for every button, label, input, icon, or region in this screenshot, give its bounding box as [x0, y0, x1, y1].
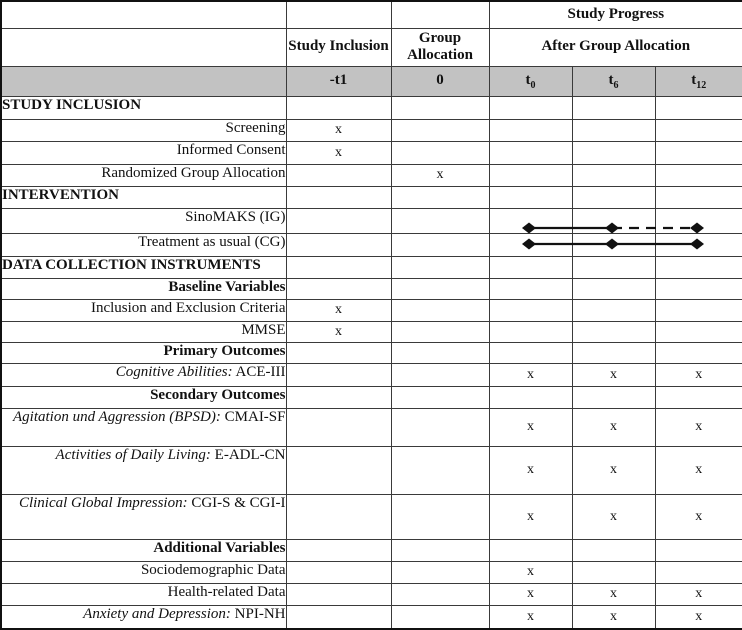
blank-cell	[1, 28, 286, 66]
schedule-empty-cell	[489, 386, 572, 408]
schedule-mark-cell: x	[489, 494, 572, 539]
row-label: Secondary Outcomes	[1, 386, 286, 408]
row-label: Additional Variables	[1, 539, 286, 561]
schedule-mark-cell: x	[572, 446, 655, 494]
schedule-empty-cell	[391, 208, 489, 233]
schedule-mark-cell: x	[572, 363, 655, 386]
schedule-empty-cell	[655, 342, 742, 363]
header-row-timepoints	[1, 66, 742, 96]
timepoint-t0: $t_0$	[489, 66, 572, 96]
row-label: STUDY INCLUSION	[1, 96, 286, 119]
header-row-study-progress	[1, 1, 742, 28]
schedule-empty-cell	[391, 119, 489, 141]
table-body	[1, 96, 742, 629]
schedule-empty-cell	[286, 363, 391, 386]
schedule-empty-cell	[286, 605, 391, 629]
timepoint-minus-t1: -t1	[286, 66, 391, 96]
schedule-empty-cell	[489, 208, 572, 233]
schedule-mark-cell: x	[655, 583, 742, 605]
table-row	[1, 446, 742, 494]
header-study-progress: Study Progress	[489, 1, 742, 28]
row-label: Screening	[1, 119, 286, 141]
schedule-empty-cell	[572, 256, 655, 278]
timepoint-0: 0	[391, 66, 489, 96]
schedule-empty-cell	[655, 141, 742, 164]
timepoint-t6: $t_6$	[572, 66, 655, 96]
schedule-empty-cell	[391, 278, 489, 299]
row-label: Baseline Variables	[1, 278, 286, 299]
blank-cell	[1, 66, 286, 96]
schedule-empty-cell	[391, 539, 489, 561]
schedule-mark-cell: x	[286, 119, 391, 141]
schedule-empty-cell	[391, 233, 489, 256]
schedule-mark-cell: x	[572, 494, 655, 539]
schedule-mark-cell: x	[489, 583, 572, 605]
schedule-empty-cell	[655, 96, 742, 119]
schedule-empty-cell	[655, 119, 742, 141]
schedule-empty-cell	[489, 539, 572, 561]
schedule-mark-cell: x	[391, 164, 489, 186]
schedule-empty-cell	[286, 561, 391, 583]
schedule-empty-cell	[391, 446, 489, 494]
schedule-empty-cell	[286, 208, 391, 233]
header-row-phases	[1, 28, 742, 66]
schedule-mark-cell: x	[489, 561, 572, 583]
schedule-empty-cell	[572, 299, 655, 321]
schedule-mark-cell: x	[655, 408, 742, 446]
schedule-empty-cell	[286, 278, 391, 299]
blank-cell	[286, 1, 391, 28]
schedule-empty-cell	[572, 561, 655, 583]
row-label: Clinical Global Impression: CGI-S & CGI-I	[1, 494, 286, 539]
schedule-empty-cell	[391, 386, 489, 408]
schedule-empty-cell	[391, 583, 489, 605]
schedule-empty-cell	[391, 141, 489, 164]
table-row	[1, 321, 742, 342]
schedule-mark-cell: x	[655, 494, 742, 539]
schedule-empty-cell	[286, 583, 391, 605]
header-study-inclusion: Study Inclusion	[286, 28, 391, 66]
schedule-empty-cell	[286, 164, 391, 186]
row-label: Primary Outcomes	[1, 342, 286, 363]
row-label: Anxiety and Depression: NPI-NH	[1, 605, 286, 629]
table-row	[1, 186, 742, 208]
schedule-empty-cell	[489, 186, 572, 208]
table-row	[1, 141, 742, 164]
schedule-empty-cell	[655, 539, 742, 561]
schedule-empty-cell	[655, 321, 742, 342]
schedule-empty-cell	[391, 256, 489, 278]
schedule-empty-cell	[286, 494, 391, 539]
schedule-mark-cell: x	[572, 605, 655, 629]
table-row	[1, 386, 742, 408]
table-row	[1, 583, 742, 605]
schedule-empty-cell	[572, 186, 655, 208]
schedule-empty-cell	[391, 494, 489, 539]
row-label: Agitation und Aggression (BPSD): CMAI-SF	[1, 408, 286, 446]
schedule-mark-cell: x	[572, 583, 655, 605]
schedule-empty-cell	[572, 539, 655, 561]
row-label: INTERVENTION	[1, 186, 286, 208]
table-row	[1, 208, 742, 233]
blank-cell	[1, 1, 286, 28]
table-row	[1, 561, 742, 583]
table-header	[1, 1, 742, 96]
header-group-allocation: Group Allocation	[391, 28, 489, 66]
table-row	[1, 278, 742, 299]
schedule-empty-cell	[572, 386, 655, 408]
schedule-mark-cell: x	[286, 141, 391, 164]
schedule-empty-cell	[572, 342, 655, 363]
schedule-empty-cell	[391, 561, 489, 583]
schedule-empty-cell	[572, 141, 655, 164]
schedule-empty-cell	[489, 164, 572, 186]
schedule-empty-cell	[286, 96, 391, 119]
header-after-group-allocation: After Group Allocation	[489, 28, 742, 66]
row-label: Informed Consent	[1, 141, 286, 164]
blank-cell	[391, 1, 489, 28]
schedule-empty-cell	[655, 186, 742, 208]
schedule-empty-cell	[572, 278, 655, 299]
row-label-italic-part: Agitation und Aggression (BPSD):	[12, 408, 221, 425]
schedule-mark-cell: x	[489, 446, 572, 494]
schedule-empty-cell	[489, 96, 572, 119]
schedule-empty-cell	[391, 342, 489, 363]
schedule-empty-cell	[572, 233, 655, 256]
schedule-empty-cell	[489, 278, 572, 299]
schedule-empty-cell	[489, 321, 572, 342]
schedule-empty-cell	[391, 363, 489, 386]
schedule-empty-cell	[655, 386, 742, 408]
row-label-italic-part: Activities of Daily Living:	[55, 446, 211, 463]
schedule-empty-cell	[391, 299, 489, 321]
row-label-italic-part: Anxiety and Depression:	[83, 605, 231, 622]
schedule-empty-cell	[391, 96, 489, 119]
schedule-empty-cell	[655, 164, 742, 186]
schedule-empty-cell	[489, 119, 572, 141]
row-label: MMSE	[1, 321, 286, 342]
schedule-empty-cell	[489, 233, 572, 256]
row-label: DATA COLLECTION INSTRUMENTS	[1, 256, 286, 278]
row-label: Health-related Data	[1, 583, 286, 605]
schedule-empty-cell	[489, 256, 572, 278]
table-row	[1, 494, 742, 539]
timepoint-t12: $t_{12}$	[655, 66, 742, 96]
schedule-empty-cell	[572, 119, 655, 141]
schedule-empty-cell	[286, 256, 391, 278]
schedule-empty-cell	[572, 208, 655, 233]
table-row	[1, 363, 742, 386]
schedule-mark-cell: x	[655, 605, 742, 629]
schedule-mark-cell: x	[489, 408, 572, 446]
schedule-empty-cell	[286, 539, 391, 561]
row-label: Inclusion and Exclusion Criteria	[1, 299, 286, 321]
table-row	[1, 164, 742, 186]
schedule-mark-cell: x	[489, 605, 572, 629]
schedule-empty-cell	[572, 96, 655, 119]
table-row	[1, 605, 742, 629]
row-label: Activities of Daily Living: E-ADL-CN	[1, 446, 286, 494]
table-row	[1, 119, 742, 141]
row-label-italic-part: Clinical Global Impression:	[18, 494, 188, 511]
schedule-empty-cell	[655, 299, 742, 321]
table-row	[1, 256, 742, 278]
schedule-empty-cell	[391, 408, 489, 446]
row-label: SinoMAKS (IG)	[1, 208, 286, 233]
row-label: Cognitive Abilities: ACE-III	[1, 363, 286, 386]
table-row	[1, 342, 742, 363]
table-row	[1, 233, 742, 256]
schedule-empty-cell	[489, 141, 572, 164]
schedule-empty-cell	[489, 299, 572, 321]
schedule-empty-cell	[655, 278, 742, 299]
schedule-empty-cell	[391, 605, 489, 629]
schedule-mark-cell: x	[655, 363, 742, 386]
row-label: Randomized Group Allocation	[1, 164, 286, 186]
schedule-empty-cell	[286, 186, 391, 208]
schedule-empty-cell	[391, 321, 489, 342]
table-row	[1, 299, 742, 321]
schedule-empty-cell	[655, 233, 742, 256]
schedule-empty-cell	[655, 256, 742, 278]
schedule-empty-cell	[286, 408, 391, 446]
schedule-empty-cell	[489, 342, 572, 363]
schedule-empty-cell	[391, 186, 489, 208]
table-row	[1, 539, 742, 561]
schedule-mark-cell: x	[655, 446, 742, 494]
table-row	[1, 408, 742, 446]
row-label: Treatment as usual (CG)	[1, 233, 286, 256]
schedule-empty-cell	[286, 342, 391, 363]
schedule-empty-cell	[286, 386, 391, 408]
schedule-empty-cell	[655, 561, 742, 583]
schedule-empty-cell	[572, 164, 655, 186]
schedule-empty-cell	[572, 321, 655, 342]
schedule-mark-cell: x	[286, 321, 391, 342]
schedule-mark-cell: x	[286, 299, 391, 321]
schedule-empty-cell	[655, 208, 742, 233]
schedule-mark-cell: x	[572, 408, 655, 446]
schedule-empty-cell	[286, 233, 391, 256]
schedule-empty-cell	[286, 446, 391, 494]
row-label-italic-part: Cognitive Abilities:	[115, 363, 233, 380]
schedule-mark-cell: x	[489, 363, 572, 386]
row-label: Sociodemographic Data	[1, 561, 286, 583]
table-row	[1, 96, 742, 119]
